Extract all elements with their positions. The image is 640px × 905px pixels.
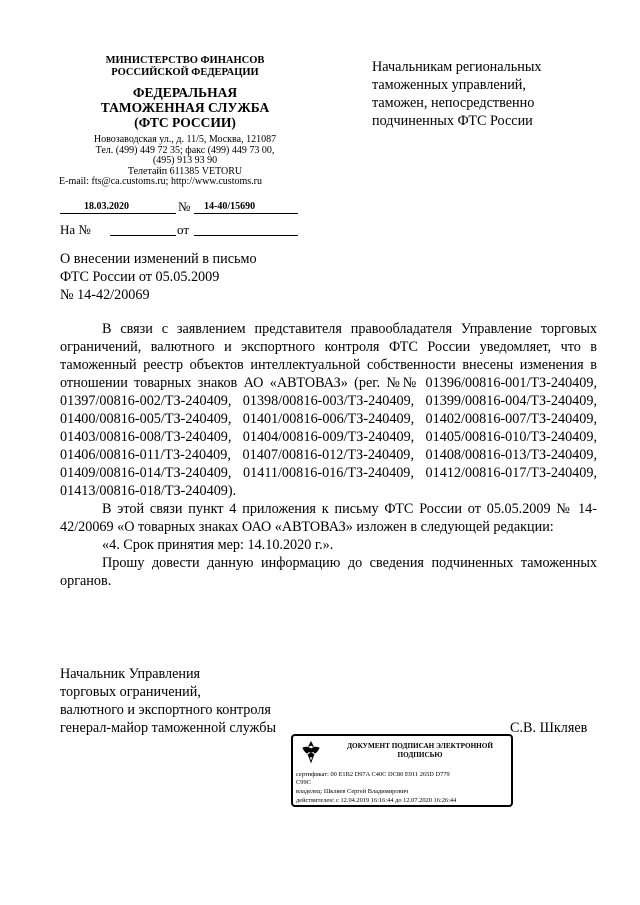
recipient-line-4: подчиненных ФТС России — [372, 113, 533, 129]
phone-line: Тел. (499) 449 72 35; факс (499) 449 73 00, — [95, 144, 275, 156]
subject-line-1: О внесении изменений в письмо — [60, 251, 257, 267]
subject-block — [60, 250, 360, 304]
signatory-position — [60, 665, 360, 737]
number-sign: № — [178, 199, 191, 214]
recipient-line-1: Начальникам региональных — [372, 59, 542, 75]
body-paragraph-4: Прошу довести данную информацию до сведения подчиненных таможенных органов. — [60, 555, 597, 589]
stamp-title — [329, 742, 511, 759]
service-line-3: (ФТС РОССИИ) — [134, 115, 236, 130]
reference-date-underline — [194, 235, 298, 236]
electronic-signature-stamp — [291, 734, 513, 807]
emblem-icon — [299, 740, 323, 764]
sender-contacts — [55, 135, 315, 188]
number-underline — [194, 213, 298, 214]
reference-row — [60, 222, 300, 238]
reference-label: На № — [60, 222, 91, 237]
address-line: Новозаводская ул., д. 11/5, Москва, 121087 — [93, 134, 277, 145]
teletype-line: Телетайп 611385 VETORU — [127, 165, 243, 177]
recipient-block — [372, 58, 622, 130]
service-line-2: ТАМОЖЕННАЯ СЛУЖБА — [100, 100, 270, 115]
stamp-owner: владелец: Шкляев Сергей Владимирович — [296, 788, 409, 795]
stamp-title-line-2: ПОДПИСЬЮ — [397, 750, 443, 759]
ministry-line-2: РОССИЙСКОЙ ФЕДЕРАЦИИ — [111, 67, 259, 78]
service-line-1: ФЕДЕРАЛЬНАЯ — [132, 85, 238, 100]
ministry-line-1: МИНИСТЕРСТВО ФИНАНСОВ — [105, 55, 265, 66]
body-paragraph-1: В связи с заявлением представителя правообладателя Управление торговых ограничений, валютного и экспортного контроля ФТС России уведомляет, что в таможенный реестр объектов интеллектуальной собственности внесены изменения в отношении товарных знаков АО «АВТОВАЗ» (рег. №№ 01396/00816-001/ТЗ-240409, 01397/00816-002/ТЗ-240409, 01398/00816-003/ТЗ-240409, 01399/00816-004/ТЗ-240409, 01400/00816-005/ТЗ-240409, 01401/00816-006/ТЗ-240409, 01402/00816-007/ТЗ-240409, 01403/00816-008/ТЗ-240409, 01404/00816-009/ТЗ-240409, 01405/00816-010/ТЗ-240409, 01406/00816-011/ТЗ-240409, 01407/00816-012/ТЗ-240409, 01408/00816-013/ТЗ-240409, 01409/00816-014/ТЗ-240409, 01411/00816-016/ТЗ-240409, 01412/00816-017/ТЗ-240409, 01413/00816-018/ТЗ-240409). — [60, 321, 597, 499]
registration-row — [60, 200, 300, 216]
phone-line-2: (495) 913 93 90 — [152, 155, 218, 166]
email-line: E-mail: fts@ca.customs.ru; http://www.customs.ru — [59, 176, 262, 187]
date-underline — [60, 213, 176, 214]
signatory-name: С.В. Шкляев — [510, 720, 588, 736]
stamp-certificate: сертификат: 00 E1B2 D97A C40C DC80 E911 265D D779 — [296, 771, 450, 778]
letter-body — [60, 320, 597, 590]
position-line-4: генерал-майор таможенной службы — [60, 720, 277, 736]
subject-line-3: № 14-42/20069 — [60, 287, 150, 303]
reference-from-label: от — [177, 222, 190, 237]
stamp-validity: действителен: с 12.04.2019 16:16:44 до 12.07.2020 16:26:44 — [296, 797, 457, 804]
stamp-title-line-1: ДОКУМЕНТ ПОДПИСАН ЭЛЕКТРОННОЙ — [347, 742, 493, 750]
body-paragraph-3: «4. Срок принятия мер: 14.10.2020 г.». — [102, 537, 334, 553]
service-name — [60, 85, 310, 130]
registration-date: 18.03.2020 — [84, 201, 129, 212]
recipient-line-3: таможен, непосредственно — [372, 95, 535, 111]
position-line-3: валютного и экспортного контроля — [60, 702, 271, 718]
reference-number-underline — [110, 235, 176, 236]
recipient-line-2: таможенных управлений, — [372, 77, 526, 93]
subject-line-2: ФТС России от 05.05.2009 — [60, 269, 220, 285]
position-line-1: Начальник Управления — [60, 666, 201, 682]
body-paragraph-2: В этой связи пункт 4 приложения к письму ФТС России от 05.05.2009 № 14-42/20069 «О товарных знаках ОАО «АВТОВАЗ» изложен в следующей редакции: — [60, 501, 597, 535]
position-line-2: торговых ограничений, — [60, 684, 201, 700]
stamp-certificate-cont: C99C — [296, 779, 311, 786]
registration-number: 14-40/15690 — [204, 201, 256, 212]
ministry-name — [60, 55, 310, 79]
